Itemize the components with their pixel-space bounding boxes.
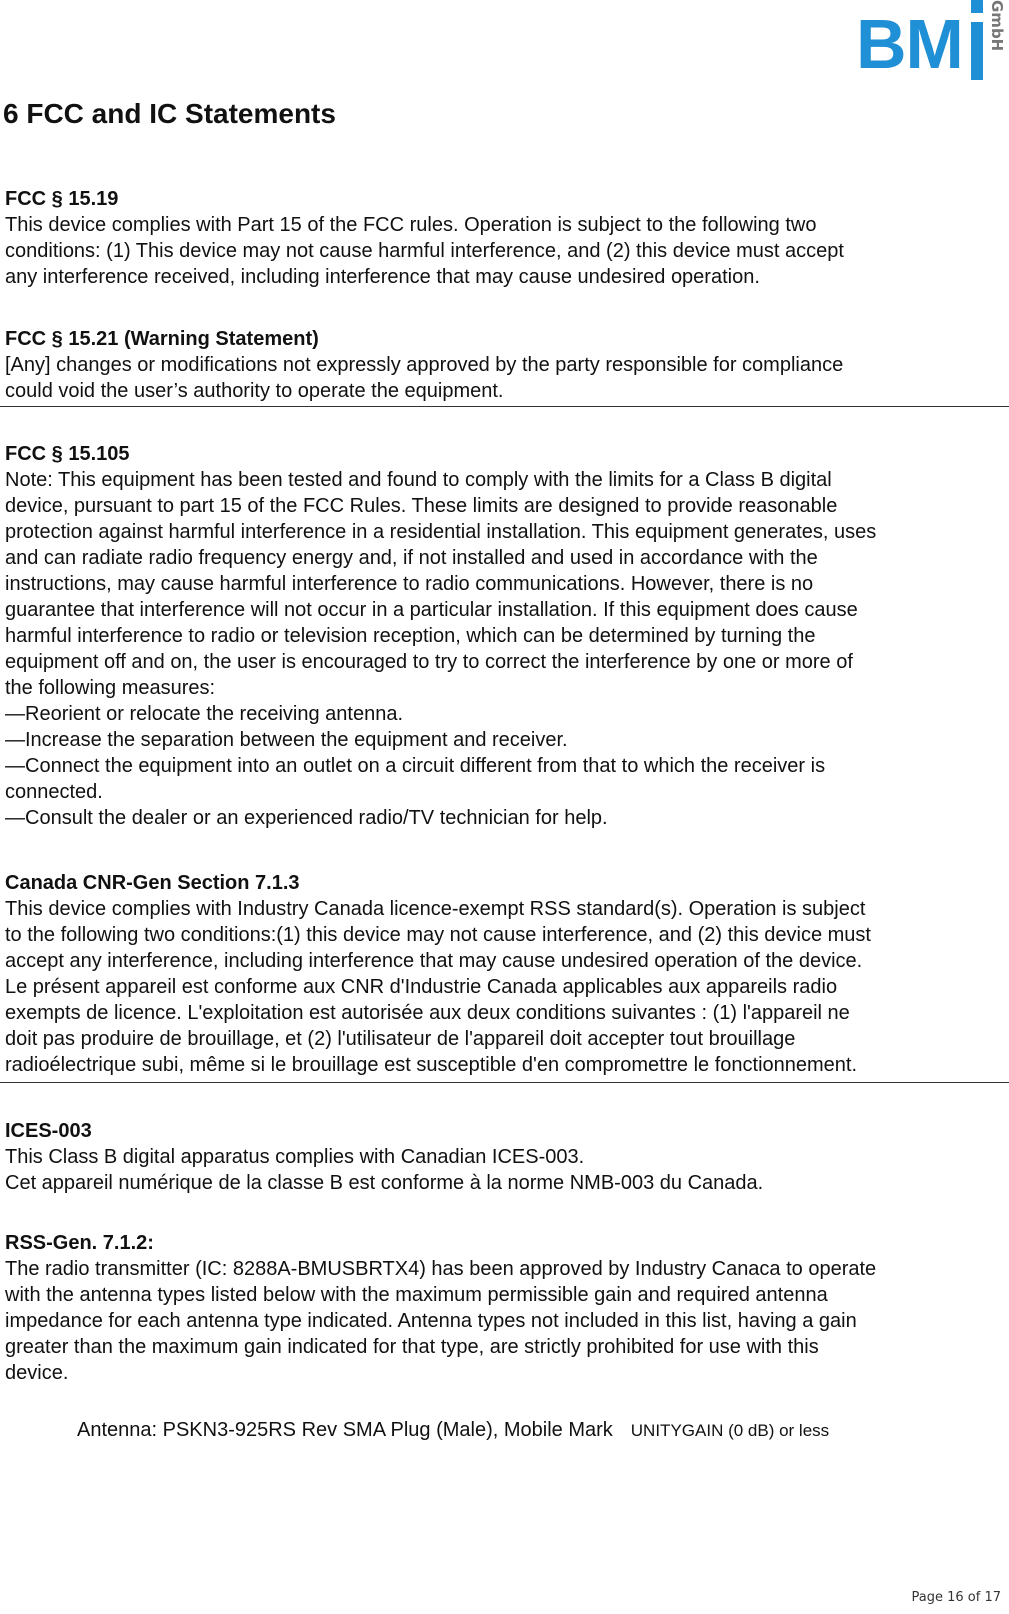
section-fcc-15-19 (5, 186, 1003, 290)
antenna-line (77, 1417, 829, 1444)
section-body: This device complies with Industry Canada licence-exempt RSS standard(s). Operation is subject to the following two conditions:(1) this device may not cause interference, and (2) this device must accept any interference, including interference that may cause undesired operation of the device. Le présent appareil est conforme aux CNR d'Industrie Canada applicables aux appareils radio exempts de licence. L'exploitation est autorisée aux deux conditions suivantes : (1) l'appareil ne doit pas produire de brouillage, et (2) l'utilisateur de l'appareil doit accepter tout brouillage radioélectrique subi, même si le brouillage est susceptible d'en compromettre le fonctionnement. (5, 898, 871, 1076)
logo-suffix: GmbH (988, 0, 1006, 52)
section-title: FCC § 15.105 (5, 443, 130, 465)
antenna-gain: UNITYGAIN (0 dB) or less (630, 1421, 830, 1440)
section-title: FCC § 15.19 (5, 188, 119, 210)
page-number: Page 16 of 17 (911, 1590, 1001, 1605)
section-body: Note: This equipment has been tested and found to comply with the limits for a Class B digital device, pursuant to part 15 of the FCC Rules. These limits are designed to provide reasonable protection against harmful interference in a residential installation. This equipment generates, uses and can radiate radio frequency energy and, if not installed and used in accordance with the instructions, may cause harmful interference to radio communications. However, there is no guarantee that interference will not occur in a particular installation. If this equipment does cause harmful interference to radio or television reception, which can be determined by turning the equipment off and on, the user is encouraged to try to correct the interference by one or more of the following measures: —Reorient or relocate the receiving antenna. —Increase the separation between the equipment and receiver. —Connect the equipment into an outlet on a circuit different from that to which the receiver is connected. —Consult the dealer or an experienced radio/TV technician for help. (5, 469, 877, 829)
section-body: This Class B digital apparatus complies with Canadian ICES-003. Cet appareil numérique de la classe B est conforme à la norme NMB-003 du Canada. (5, 1146, 764, 1194)
section-canada-cnr-gen (5, 870, 1003, 1078)
section-body: [Any] changes or modifications not expressly approved by the party responsible for compliance could void the user’s authority to operate the equipment. (5, 354, 844, 402)
divider (0, 1082, 1009, 1083)
logo-letters: BM (856, 5, 963, 83)
section-rss-gen (5, 1230, 1003, 1386)
company-logo (856, 0, 1006, 84)
section-title: ICES-003 (5, 1120, 92, 1142)
logo-i-bar (971, 22, 983, 80)
section-fcc-15-105 (5, 441, 1003, 831)
section-title: RSS-Gen. 7.1.2: (5, 1232, 154, 1254)
divider (0, 406, 1009, 407)
section-title: Canada CNR-Gen Section 7.1.3 (5, 872, 300, 894)
logo-i-dot (971, 0, 983, 13)
page-title: 6 FCC and IC Statements (3, 98, 336, 129)
section-body: This device complies with Part 15 of the FCC rules. Operation is subject to the following two conditions: (1) This device may not cause harmful interference, and (2) this device must accept any interference received, including interference that may cause undesired operation. (5, 214, 844, 288)
section-title: FCC § 15.21 (Warning Statement) (5, 328, 319, 350)
section-ices-003 (5, 1118, 1003, 1196)
section-body: The radio transmitter (IC: 8288A-BMUSBRTX4) has been approved by Industry Canaca to operate with the antenna types listed below with the maximum permissible gain and required antenna impedance for each antenna type indicated. Antenna types not included in this list, having a gain greater than the maximum gain indicated for that type, are strictly prohibited for use with this device. (5, 1258, 877, 1384)
antenna-name: Antenna: PSKN3-925RS Rev SMA Plug (Male), Mobile Mark (77, 1419, 613, 1441)
section-fcc-15-21 (5, 326, 1003, 404)
